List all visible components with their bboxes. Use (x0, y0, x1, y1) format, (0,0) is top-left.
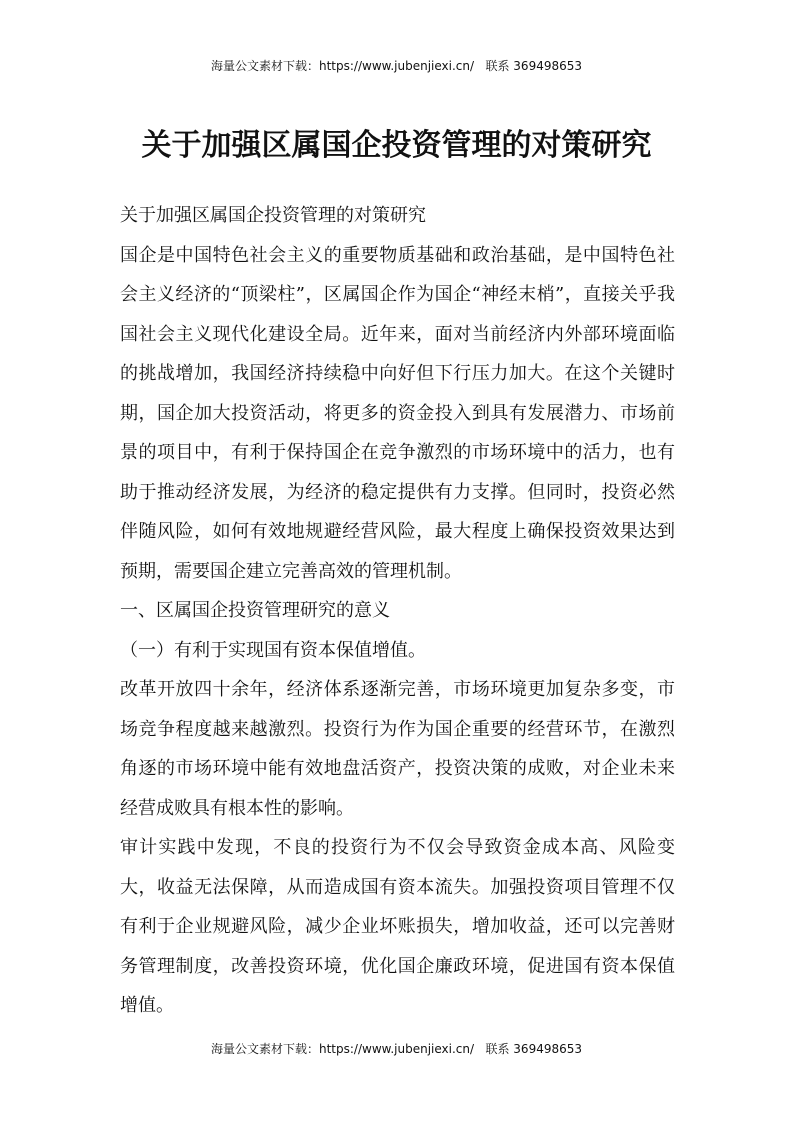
paragraph-subtitle: 关于加强区属国企投资管理的对策研究 (120, 205, 426, 226)
page-header-download-notice: 海量公文素材下载：https://www.jubenjiexi.cn/ 联系 369498653 (210, 59, 583, 73)
subsection-heading-1: （一）有利于实现国有资本保值增值。 (120, 639, 426, 661)
paragraph-reform: 改革开放四十余年，经济体系逐渐完善，市场环境更加复杂多变，市场竞争程度越来越激烈。投资行为作为国企重要的经营环节，在激烈角逐的市场环境中能有效地盘活资产，投资决策的成败，对企业未来经营成败具有根本性的影响。 (120, 679, 675, 819)
page-footer-download-notice: 海量公文素材下载：https://www.jubenjiexi.cn/ 联系 369498653 (210, 1042, 583, 1056)
document-title: 关于加强区属国企投资管理的对策研究 (141, 128, 652, 163)
section-heading-1: 一、区属国企投资管理研究的意义 (120, 600, 390, 621)
paragraph-audit: 审计实践中发现，不良的投资行为不仅会导致资金成本高、风险变大，收益无法保障，从而造成国有资本流失。加强投资项目管理不仅有利于企业规避风险，减少企业坏账损失，增加收益，还可以完善财务管理制度，改善投资环境，优化国企廉政环境，促进国有资本保值增值。 (120, 837, 675, 1016)
document-body (120, 196, 675, 1026)
paragraph-intro: 国企是中国特色社会主义的重要物质基础和政治基础，是中国特色社会主义经济的“顶梁柱”，区属国企作为国企“神经末梢”，直接关乎我国社会主义现代化建设全局。近年来，面对当前经济内外部环境面临的挑战增加，我国经济持续稳中向好但下行压力加大。在这个关键时期，国企加大投资活动，将更多的资金投入到具有发展潜力、市场前景的项目中，有利于保持国企在竞争激烈的市场环境中的活力，也有助于推动经济发展，为经济的稳定提供有力支撑。但同时，投资必然伴随风险，如何有效地规避经营风险，最大程度上确保投资效果达到预期，需要国企建立完善高效的管理机制。 (120, 244, 675, 582)
